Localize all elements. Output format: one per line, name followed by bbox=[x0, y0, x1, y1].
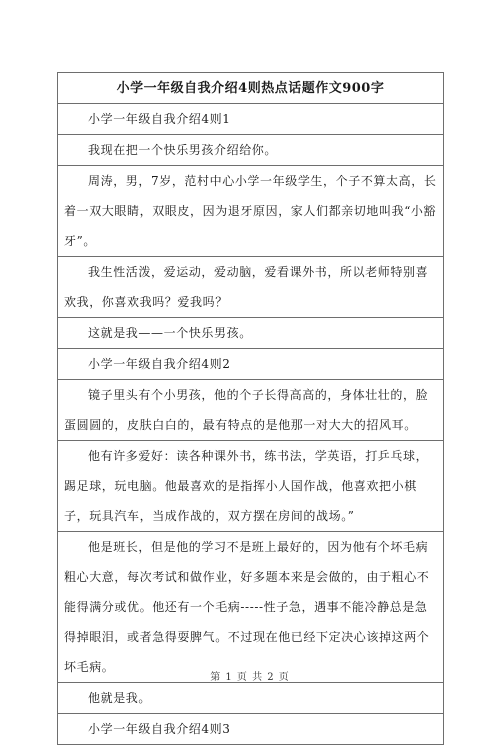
paragraph: 他就是我。 bbox=[58, 683, 443, 714]
paragraph: 我现在把一个快乐男孩介绍给你。 bbox=[58, 135, 443, 166]
paragraph: 镜子里头有个小男孩，他的个子长得高高的，身体壮壮的，脸蛋圆圆的，皮肤白白的，最有特点的是他那一对大大的招风耳。 bbox=[58, 380, 443, 441]
paragraph: 我生性活泼，爱运动，爱动脑，爱看课外书，所以老师特别喜欢我，你喜欢我吗？爱我吗？ bbox=[58, 257, 443, 318]
paragraph: 他有许多爱好：读各种课外书，练书法，学英语，打乒乓球，踢足球，玩电脑。他最喜欢的是指挥小人国作战，他喜欢把小棋子，玩具汽车，当成作战的，双方摆在房间的战场。” bbox=[58, 441, 443, 532]
document-title: 小学一年级自我介绍4则热点话题作文900字 bbox=[58, 73, 443, 104]
page-footer: 第 1 页 共 2 页 bbox=[210, 672, 290, 683]
section-heading: 小学一年级自我介绍4则1 bbox=[58, 104, 443, 135]
paragraph: 他是班长，但是他的学习不是班上最好的，因为他有个坏毛病粗心大意，每次考试和做作业，好多题本来是会做的，由于粗心不能得满分或优。他还有一个毛病-----性子急，遇事不能冷静总是急得掉眼泪，或者急得耍脾气。不过现在他已经下定决心该掉这两个坏毛病。 bbox=[58, 532, 443, 683]
document-table bbox=[57, 72, 444, 745]
paragraph: 周涛，男，7岁，范村中心小学一年级学生，个子不算太高，长着一双大眼睛，双眼皮，因为退牙原因，家人们都亲切地叫我“小豁牙”。 bbox=[58, 166, 443, 257]
paragraph: 这就是我——一个快乐男孩。 bbox=[58, 318, 443, 349]
section-heading: 小学一年级自我介绍4则3 bbox=[88, 722, 231, 736]
section-heading: 小学一年级自我介绍4则2 bbox=[58, 349, 443, 380]
